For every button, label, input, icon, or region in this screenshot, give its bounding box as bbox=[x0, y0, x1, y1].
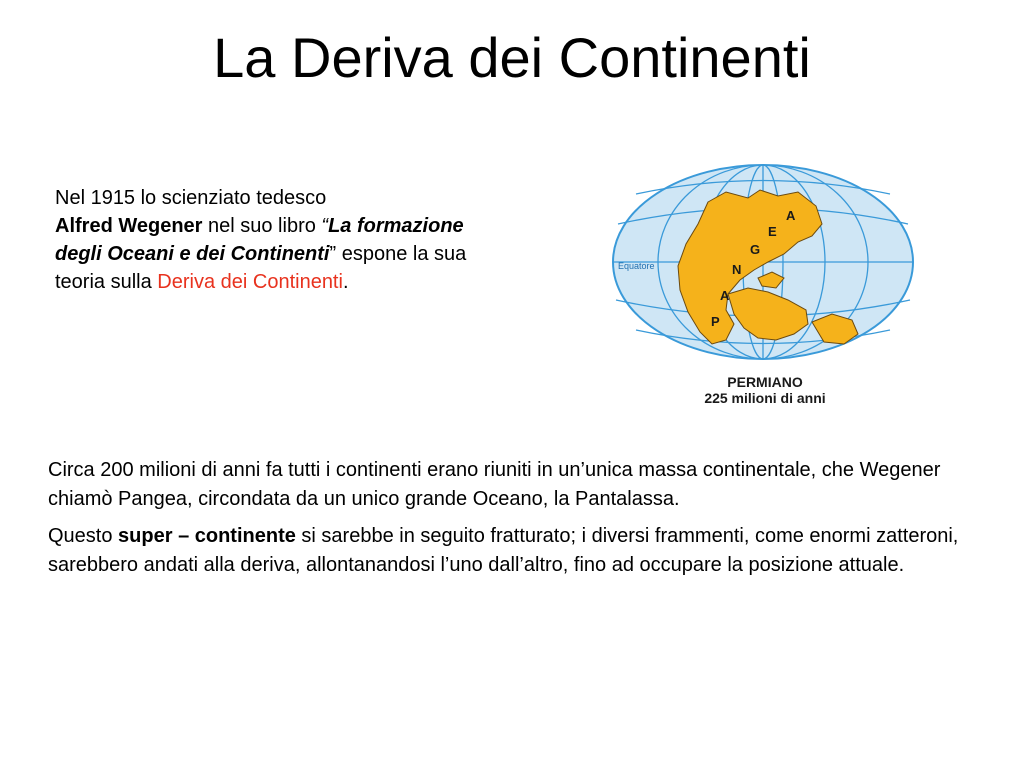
body-text bbox=[48, 456, 978, 588]
intro-line1: Nel 1915 lo scienziato tedesco bbox=[55, 187, 327, 209]
theory-name: Deriva dei Continenti bbox=[157, 271, 343, 293]
quote-close: ” bbox=[329, 243, 337, 265]
para2-end: si sarebbe in seguito fratturato; i diversi frammenti, come enormi zatteroni, sarebbero andati alla deriva, allontanandosi l’uno dall’altro, fino ad occupare la posizione attuale. bbox=[48, 525, 959, 576]
equator-label: Equatore bbox=[618, 261, 655, 271]
para2-start: Questo bbox=[48, 525, 119, 547]
super-continente: super – continente bbox=[118, 525, 296, 547]
intro-mid-text: nel suo libro bbox=[202, 215, 322, 237]
map-caption-period: PERMIANO bbox=[727, 374, 803, 390]
body-paragraph-1: Circa 200 milioni di anni fa tutti i continenti erano riuniti in un’unica massa continentale, che Wegener chiamò Pangea, circondata da un unico grande Oceano, la Pantalassa. bbox=[48, 459, 941, 510]
pangea-letter-e: E bbox=[768, 224, 777, 239]
pangea-letter-n: N bbox=[732, 262, 742, 277]
pangea-letter-a1: A bbox=[720, 288, 730, 303]
pangea-letter-a2: A bbox=[786, 208, 796, 223]
pangea-letter-p: P bbox=[711, 314, 720, 329]
intro-after-book: espone la sua teoria sulla bbox=[55, 243, 467, 293]
map-caption-age: 225 milioni di anni bbox=[704, 390, 826, 406]
intro-paragraph bbox=[55, 184, 495, 296]
book-title: La formazione degli Oceani e dei Continenti bbox=[55, 215, 464, 265]
body-paragraph-2 bbox=[48, 522, 978, 580]
pangea-letter-g: G bbox=[750, 242, 761, 257]
pangea-globe bbox=[608, 162, 918, 372]
author-name: Alfred Wegener bbox=[55, 215, 203, 237]
page-title: La Deriva dei Continenti bbox=[213, 26, 811, 89]
intro-end: . bbox=[342, 271, 349, 293]
quote-open: “ bbox=[321, 215, 329, 237]
map-caption bbox=[660, 374, 870, 406]
